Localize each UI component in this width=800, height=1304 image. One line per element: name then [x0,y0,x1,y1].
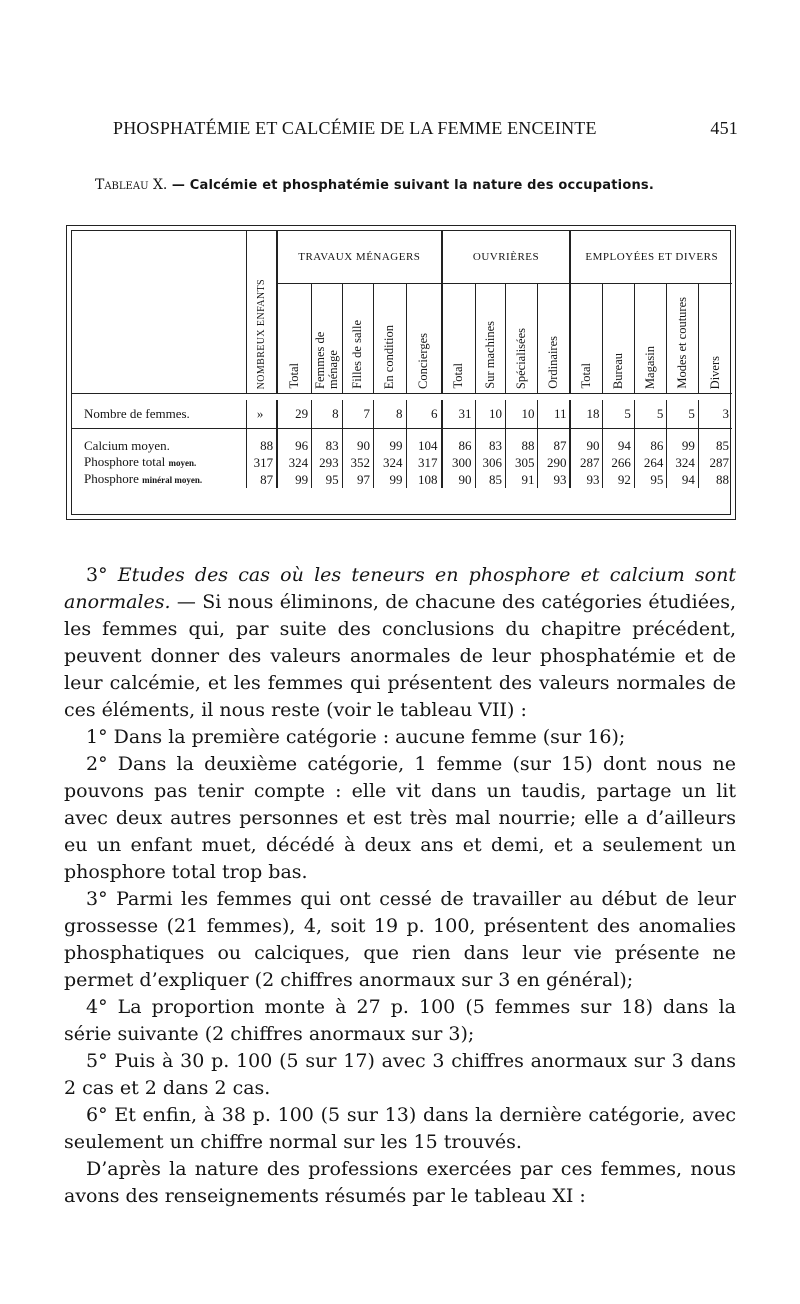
cell: 88 [698,471,732,488]
col-header: Spécialisées [506,284,538,394]
col-header-nombreux-enfants: NOMBREUX ENFANTS [247,231,277,394]
row-label: Calcium moyen. [84,438,170,453]
col-header: En condition [374,284,406,394]
cell: 305 [506,454,538,471]
cell: 266 [603,454,634,471]
cell: » [247,400,277,429]
cell: 99 [667,429,698,455]
cell: 86 [442,429,476,455]
paragraph: 6° Et enfin, à 38 p. 100 (5 sur 13) dans la dernière catégorie, avec seulement un chiffre normal sur les 15 trouvés. [64,1104,736,1153]
group-header-ouvrieres: OUVRIÈRES [442,231,571,284]
cell: 97 [342,471,373,488]
cell: 8 [374,400,406,429]
cell: 293 [312,454,342,471]
paragraph: 5° Puis à 30 p. 100 (5 sur 17) avec 3 chiffres anormaux sur 3 dans 2 cas et 2 dans 2 cas. [64,1050,736,1099]
table-caption-label: Tableau X. [95,177,168,193]
page-number: 451 [710,118,738,138]
cell: 91 [506,471,538,488]
cell: 10 [506,400,538,429]
cell: 6 [406,400,442,429]
table-row [72,429,732,455]
cell: 99 [374,471,406,488]
cell: 93 [570,471,602,488]
group-header-employees: EMPLOYÉES ET DIVERS [570,231,732,284]
paragraph: 2° Dans la deuxième catégorie, 1 femme (sur 15) dont nous ne pouvons pas tenir compte : elle vit dans un taudis, partage un lit avec deux autres personnes et est très mal nourrie; elle a d’ailleurs eu un enfant muet, décédé à deux ans et demi, et a seulement un phosphore total trop bas. [64,753,736,883]
cell: 99 [374,429,406,455]
col-header: Filles de salle [342,284,373,394]
cell: 5 [603,400,634,429]
cell: 8 [312,400,342,429]
cell: 324 [667,454,698,471]
cell: 108 [406,471,442,488]
cell: 95 [312,471,342,488]
cell: 352 [342,454,373,471]
cell: 85 [698,429,732,455]
cell: 317 [406,454,442,471]
col-header: Total [570,284,602,394]
stub-corner [72,231,247,394]
col-header: Modes et coutures [667,284,698,394]
body-text [64,562,736,1210]
col-header: Total [442,284,476,394]
cell: 83 [475,429,505,455]
table-caption [95,177,735,193]
cell: 85 [475,471,505,488]
occupations-table [72,231,732,488]
row-label: Nombre de femmes. [72,400,247,429]
cell: 93 [538,471,570,488]
col-header: Femmes de ménage [312,284,342,394]
paragraph: D’après la nature des professions exercées par ces femmes, nous avons des renseignements résumés par le tableau XI : [64,1158,736,1207]
row-label: Phosphore total moyen. [84,454,197,469]
cell: 290 [538,454,570,471]
cell: 264 [634,454,666,471]
cell: 87 [247,471,277,488]
cell: 92 [603,471,634,488]
running-head [113,118,738,142]
cell: 10 [475,400,505,429]
paragraph: 4° La proportion monte à 27 p. 100 (5 femmes sur 18) dans la série suivante (2 chiffres anormaux sur 3); [64,996,736,1045]
cell: 88 [506,429,538,455]
group-header-travaux: TRAVAUX MÉNAGERS [277,231,441,284]
col-header: Sur machines [475,284,505,394]
col-header: Ordinaires [538,284,570,394]
cell: 324 [277,454,312,471]
cell: 83 [312,429,342,455]
cell: 5 [667,400,698,429]
cell: 87 [538,429,570,455]
cell: 88 [247,429,277,455]
cell: 18 [570,400,602,429]
col-header: Concierges [406,284,442,394]
cell: 86 [634,429,666,455]
cell: 95 [634,471,666,488]
cell: 90 [442,471,476,488]
cell: 287 [698,454,732,471]
table-row [72,454,732,471]
cell: 5 [634,400,666,429]
cell: 11 [538,400,570,429]
cell: 90 [342,429,373,455]
col-header: Magasin [634,284,666,394]
cell: 287 [570,454,602,471]
cell: 31 [442,400,476,429]
paragraph: 3° Etudes des cas où les teneurs en phosphore et calcium sont anormales. — Si nous éliminons, de chacune des catégories étudiées, les femmes qui, par suite des conclusions du chapitre précédent, peuvent donner des valeurs anormales de leur phosphatémie et de leur calcémie, et les femmes qui présentent des valeurs normales de ces éléments, il nous reste (voir le tableau VII) : [64,564,736,721]
cell: 104 [406,429,442,455]
paragraph: 1° Dans la première catégorie : aucune femme (sur 16); [86,726,626,748]
cell: 94 [603,429,634,455]
table-row [72,400,732,429]
table-row [72,471,732,488]
col-header: Total [277,284,312,394]
section-heading: Etudes des cas où les teneurs en phosphore et calcium sont anormales. [64,564,736,613]
table-frame [66,225,736,520]
cell: 300 [442,454,476,471]
cell: 96 [277,429,312,455]
col-header: Divers [698,284,732,394]
cell: 7 [342,400,373,429]
cell: 306 [475,454,505,471]
col-header: Bureau [603,284,634,394]
row-label: Phosphore minéral moyen. [84,471,203,486]
table-inner-border [71,230,731,515]
running-head-title: PHOSPHATÉMIE ET CALCÉMIE DE LA FEMME ENCEINTE [113,118,597,138]
cell: 3 [698,400,732,429]
cell: 317 [247,454,277,471]
table-caption-text: — Calcémie et phosphatémie suivant la nature des occupations. [171,178,654,193]
cell: 324 [374,454,406,471]
paragraph: 3° Parmi les femmes qui ont cessé de travailler au début de leur grossesse (21 femmes), 4, soit 19 p. 100, présentent des anomalies phosphatiques ou calciques, que rien dans leur vie présente ne permet d’expliquer (2 chiffres anormaux sur 3 en général); [64,888,736,991]
cell: 29 [277,400,312,429]
cell: 99 [277,471,312,488]
cell: 94 [667,471,698,488]
cell: 90 [570,429,602,455]
